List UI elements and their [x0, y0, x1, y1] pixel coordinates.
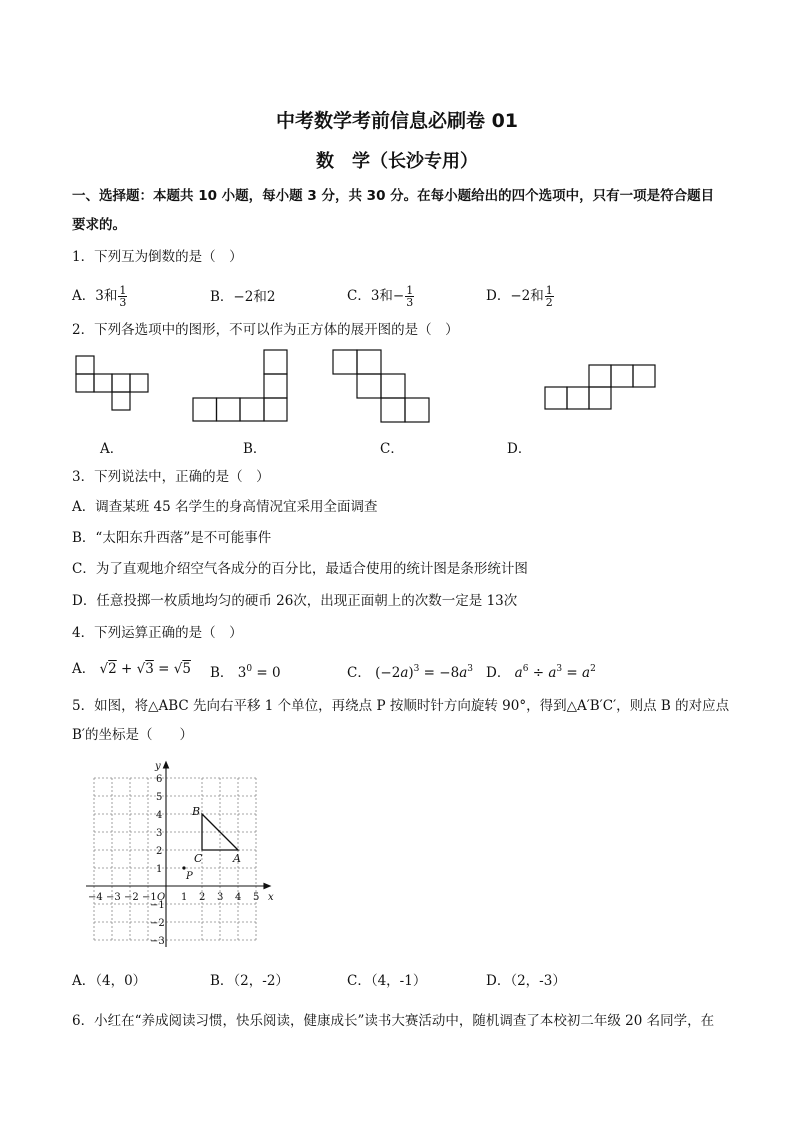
q5-stem-continued: B′的坐标是（ ）: [72, 727, 193, 743]
cube-net-b: [188, 345, 293, 425]
q4-option-c-label: C．: [347, 665, 371, 681]
svg-text:−1: −1: [142, 892, 157, 903]
svg-text:−2: −2: [124, 892, 139, 903]
grid-lines: [94, 778, 256, 940]
svg-text:−1: −1: [150, 900, 165, 911]
svg-text:3: 3: [217, 892, 224, 903]
point-p: [182, 866, 185, 869]
point-p-label: P: [186, 871, 193, 882]
svg-text:4: 4: [156, 810, 163, 821]
svg-text:O: O: [157, 892, 166, 903]
cube-net-d: [540, 360, 662, 412]
q3-stem: 3．下列说法中，正确的是（ ）: [72, 469, 270, 485]
axes: [86, 762, 270, 947]
q2-stem: 2．下列各选项中的图形，不可以作为正方体的展开图的是（ ）: [72, 322, 459, 338]
q1-option-c-text: C．3和−: [347, 288, 405, 304]
svg-text:1: 1: [156, 864, 163, 875]
svg-text:6: 6: [156, 774, 163, 785]
q1-option-a-text: A．3和: [72, 288, 118, 304]
q2-label-b: B．: [243, 441, 267, 457]
fraction-numerator: 1: [545, 284, 553, 297]
q1-option-d: [486, 285, 555, 308]
page-subtitle: 数 学（长沙专用）: [316, 151, 478, 172]
q3-option-c: C．为了直观地介绍空气各成分的百分比，最适合使用的统计图是条形统计图: [72, 561, 528, 577]
q3-option-d: D．任意投掷一枚质地均匀的硬币 26次，出现正面朝上的次数一定是 13次: [72, 593, 518, 609]
q4-option-a-label: A．: [72, 661, 96, 677]
q4-option-a-math: √2 + √3 = √5: [99, 661, 191, 677]
fraction: [405, 285, 414, 308]
q1-option-b: B．−2和2: [210, 289, 276, 305]
section-heading-continued: 要求的。: [72, 217, 126, 233]
svg-text:C: C: [194, 852, 203, 865]
svg-text:3: 3: [156, 828, 163, 839]
q1-stem: 1．下列互为倒数的是（ ）: [72, 249, 243, 265]
q4-option-d-math: $a^6 \div a^3 = a^2$: [514, 664, 596, 681]
svg-text:5: 5: [253, 892, 260, 903]
page-title: 中考数学考前信息必刷卷 01: [275, 110, 519, 132]
svg-text:1: 1: [181, 892, 188, 903]
svg-text:4: 4: [235, 892, 242, 903]
fraction-denominator: 3: [406, 296, 414, 309]
tick-labels: [88, 761, 274, 947]
svg-text:−3: −3: [150, 936, 165, 947]
cube-net-a: [70, 350, 160, 422]
q4-option-c: [347, 660, 473, 682]
svg-text:2: 2: [199, 892, 206, 903]
q4-option-c-math: $(-2a)^3 = -8a^3$: [375, 664, 473, 681]
q4-option-b: [210, 660, 281, 682]
svg-text:−4: −4: [88, 892, 103, 903]
q4-option-a: [72, 660, 191, 678]
q5-option-a: A．（4，0）: [72, 973, 147, 989]
q2-label-d: D．: [507, 441, 532, 457]
q6-stem: 6．小红在“养成阅读习惯，快乐阅读，健康成长”读书大赛活动中，随机调查了本校初二年级 20 名同学，在: [72, 1013, 715, 1029]
q4-stem: 4．下列运算正确的是（ ）: [72, 625, 243, 641]
q5-stem: 5．如图，将△ABC 先向右平移 1 个单位，再绕点 P 按顺时针方向旋转 90°，得到△A′B′C′，则点 B 的对应点: [72, 698, 730, 714]
q5-option-b: B．（2，-2）: [210, 973, 289, 989]
q1-option-d-text: D．−2和: [486, 288, 544, 304]
q4-option-d-label: D．: [486, 665, 511, 681]
q3-option-a: A．调查某班 45 名学生的身高情况宜采用全面调查: [72, 499, 378, 515]
fraction: [118, 285, 127, 308]
svg-text:B: B: [192, 805, 201, 818]
coordinate-grid-figure: [80, 755, 280, 955]
svg-text:y: y: [155, 761, 161, 772]
q5-option-c: C．（4，-1）: [347, 973, 427, 989]
cube-net-c: [328, 345, 438, 427]
svg-text:x: x: [268, 892, 274, 903]
q2-label-a: A．: [100, 441, 124, 457]
q1-option-c: [347, 285, 415, 308]
svg-text:−3: −3: [106, 892, 121, 903]
q4-option-d: [486, 660, 596, 682]
q5-option-d: D．（2，-3）: [486, 973, 566, 989]
fraction-denominator: 2: [545, 296, 553, 309]
fraction-numerator: 1: [119, 284, 127, 297]
q1-option-a: [72, 285, 128, 308]
svg-text:A: A: [233, 852, 241, 865]
svg-text:2: 2: [156, 846, 163, 857]
q3-option-b: B．“太阳东升西落”是不可能事件: [72, 530, 272, 546]
svg-text:5: 5: [156, 792, 163, 803]
q4-option-b-math: $3^0 = 0$: [237, 664, 281, 681]
fraction: [545, 285, 554, 308]
svg-text:−2: −2: [150, 918, 165, 929]
fraction-denominator: 3: [119, 296, 127, 309]
q4-option-b-label: B．: [210, 665, 234, 681]
fraction-numerator: 1: [406, 284, 414, 297]
q2-label-c: C．: [380, 441, 404, 457]
section-heading: 一、选择题：本题共 10 小题，每小题 3 分，共 30 分。在每小题给出的四个选项中，只有一项是符合题目: [72, 188, 715, 204]
